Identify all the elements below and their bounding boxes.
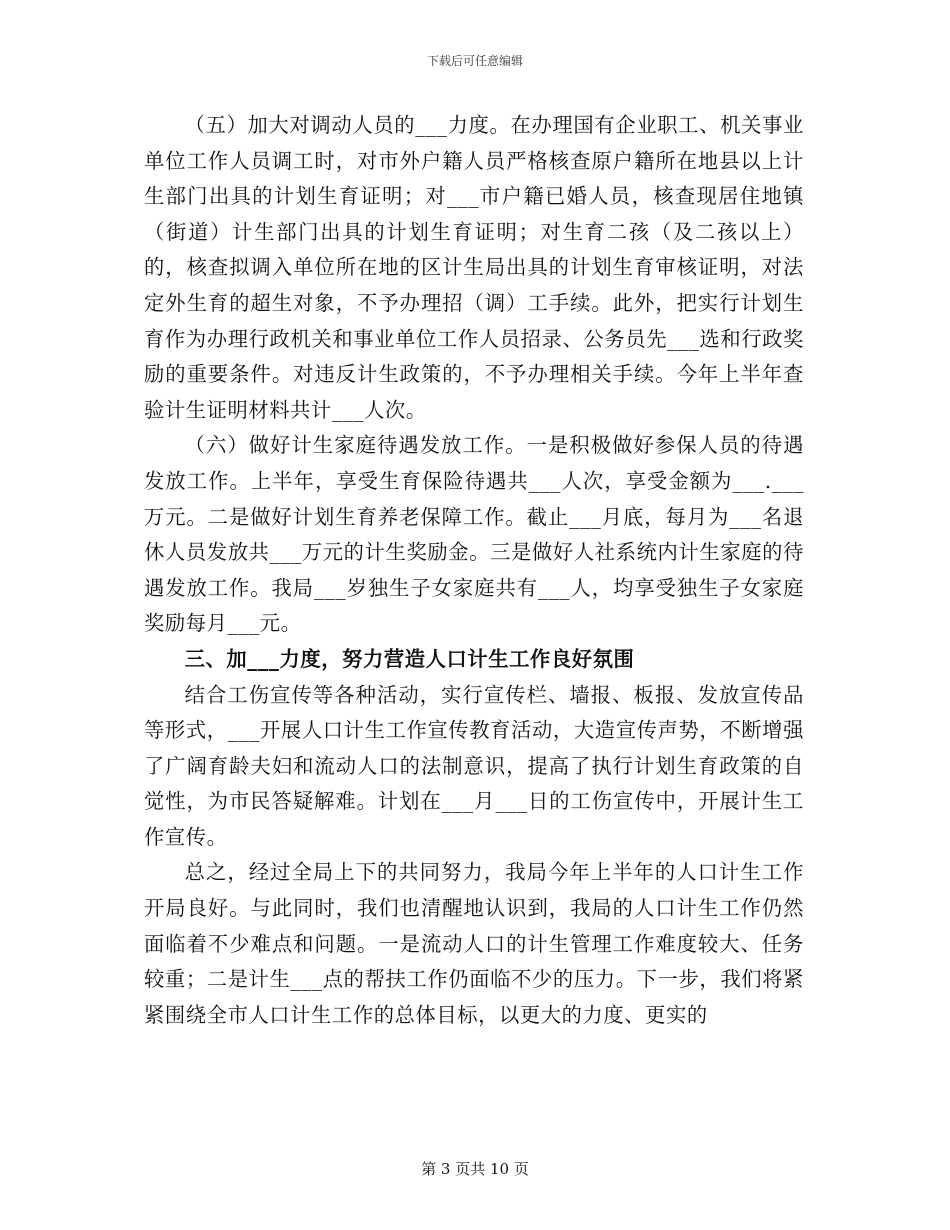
paragraph-6: （六）做好计生家庭待遇发放工作。一是积极做好参保人员的待遇发放工作。上半年，享受生育保险待遇共___人次，享受金额为___.___万元。二是做好计划生育养老保障工作。截止___月底，每月为___名退休人员发放共___万元的计生奖励金。三是做好人社系统内计生家庭的待遇发放工作。我局___岁独生子女家庭共有___人，均享受独生子女家庭奖励每月___元。 (144, 433, 804, 636)
paragraph-5: （五）加大对调动人员的___力度。在办理国有企业职工、机关事业单位工作人员调工时，对市外户籍人员严格核查原户籍所在地县以上计生部门出具的计划生育证明；对___市户籍已婚人员，核查现居住地镇（街道）计生部门出具的计划生育证明；对生育二孩（及二孩以上）的，核查拟调入单位所在地的区计生局出具的计划生育审核证明，对法定外生育的超生对象，不予办理招（调）工手续。此外，把实行计划生育作为办理行政机关和事业单位工作人员招录、公务员先___选和行政奖励的重要条件。对违反计生政策的，不予办理相关手续。今年上半年查验计生证明材料共计___人次。 (144, 113, 804, 422)
document-body (144, 108, 804, 1033)
page-header: 下载后可任意编辑 (426, 54, 523, 68)
section-heading-3: 三、加___力度，努力营造人口计生工作良好氛围 (184, 646, 635, 671)
paragraph-summary: 总之，经过全局上下的共同努力，我局今年上半年的人口计生工作开局良好。与此同时，我们也清醒地认识到，我局的人口计生工作仍然面临着不少难点和问题。一是流动人口的计生管理工作难度较大、任务较重；二是计生___点的帮扶工作仍面临不少的压力。下一步，我们将紧紧围绕全市人口计生工作的总体目标，以更大的力度、更实的 (144, 860, 804, 1027)
page-footer: 第 3 页共 10 页 (421, 1160, 529, 1178)
paragraph-publicity: 结合工伤宣传等各种活动，实行宣传栏、墙报、板报、发放宣传品等形式，___开展人口计生工作宣传教育活动，大造宣传声势，不断增强了广阔育龄夫妇和流动人口的法制意识，提高了执行计划生育政策的自觉性，为市民答疑解难。计划在___月___日的工伤宣传中，开展计生工作宣传。 (144, 682, 804, 849)
